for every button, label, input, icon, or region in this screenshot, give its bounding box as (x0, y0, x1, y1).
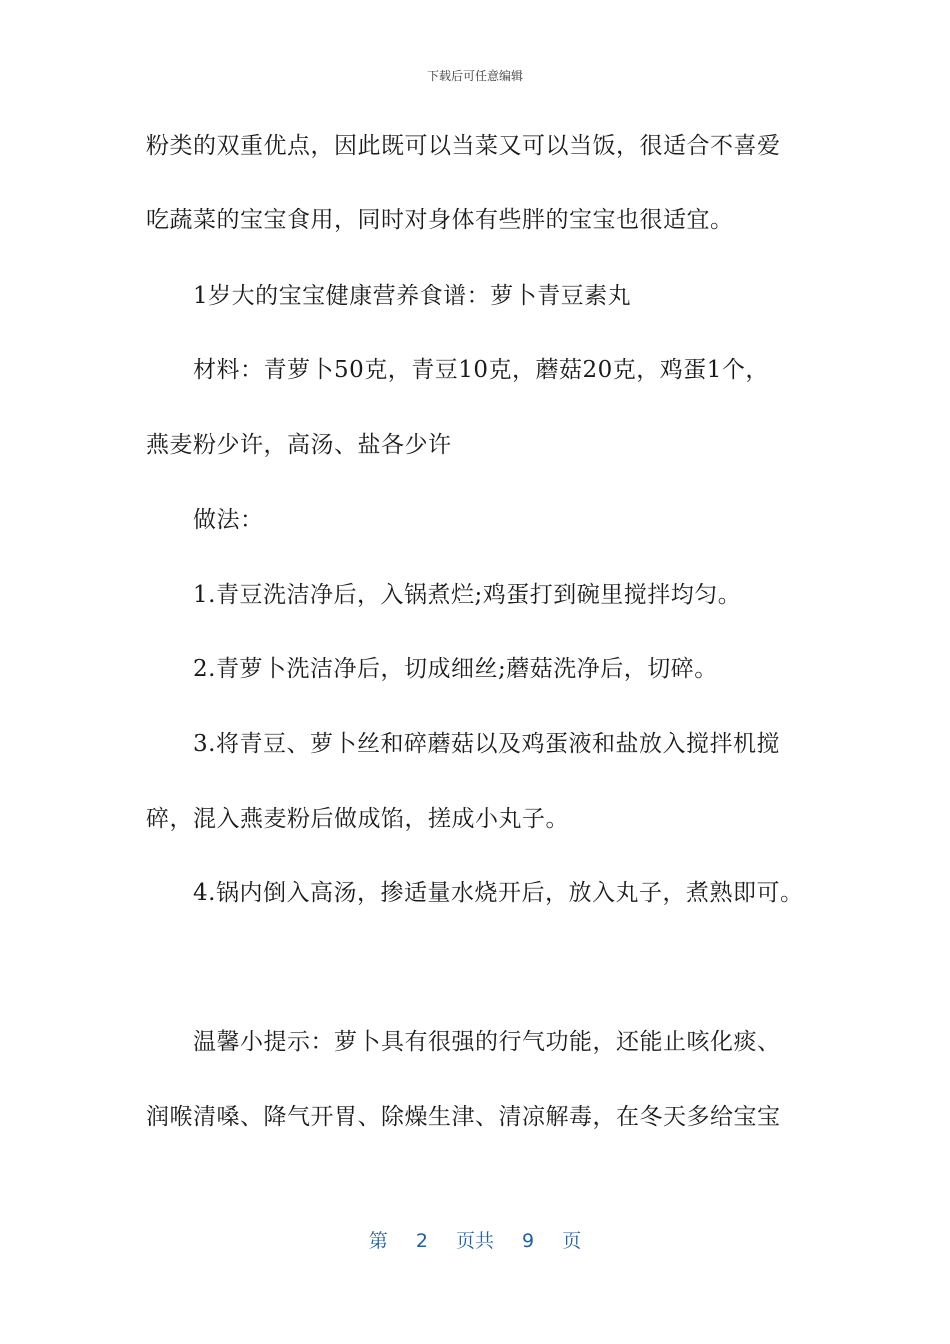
step-1: 1.青豆洗洁净后，入锅煮烂;鸡蛋打到碗里搅拌均匀。 (193, 582, 742, 608)
step-2: 2.青萝卜洗洁净后，切成细丝;蘑菇洗净后，切碎。 (193, 656, 718, 682)
ingredients-line: 燕麦粉少许，高汤、盐各少许 (146, 432, 452, 458)
step-3-continued: 碎，混入燕麦粉后做成馅，搓成小丸子。 (146, 806, 569, 832)
footer-prefix: 第 (368, 1230, 388, 1252)
tip-line: 润喉清嗓、降气开胃、除燥生津、清凉解毒，在冬天多给宝宝 (146, 1104, 781, 1130)
step-3: 3.将青豆、萝卜丝和碎蘑菇以及鸡蛋液和盐放入搅拌机搅 (193, 731, 780, 757)
page-header-note: 下载后可任意编辑 (426, 69, 523, 83)
total-page-count: 9 (522, 1230, 535, 1252)
text-line: 吃蔬菜的宝宝食用，同时对身体有些胖的宝宝也很适宜。 (146, 207, 734, 233)
current-page-number: 2 (415, 1230, 428, 1252)
recipe-title: 1岁大的宝宝健康营养食谱：萝卜青豆素丸 (193, 283, 632, 309)
step-4: 4.锅内倒入高汤，掺适量水烧开后，放入丸子，煮熟即可。 (193, 880, 804, 906)
ingredients-line: 材料：青萝卜50克，青豆10克，蘑菇20克，鸡蛋1个， (193, 357, 769, 383)
footer-middle: 页共 (455, 1230, 494, 1252)
tip-line: 温馨小提示：萝卜具有很强的行气功能，还能止咳化痰、 (193, 1029, 781, 1055)
page-footer (0, 1226, 950, 1253)
method-heading: 做法： (193, 507, 264, 533)
text-line: 粉类的双重优点，因此既可以当菜又可以当饭，很适合不喜爱 (146, 133, 781, 159)
footer-suffix: 页 (562, 1230, 582, 1252)
